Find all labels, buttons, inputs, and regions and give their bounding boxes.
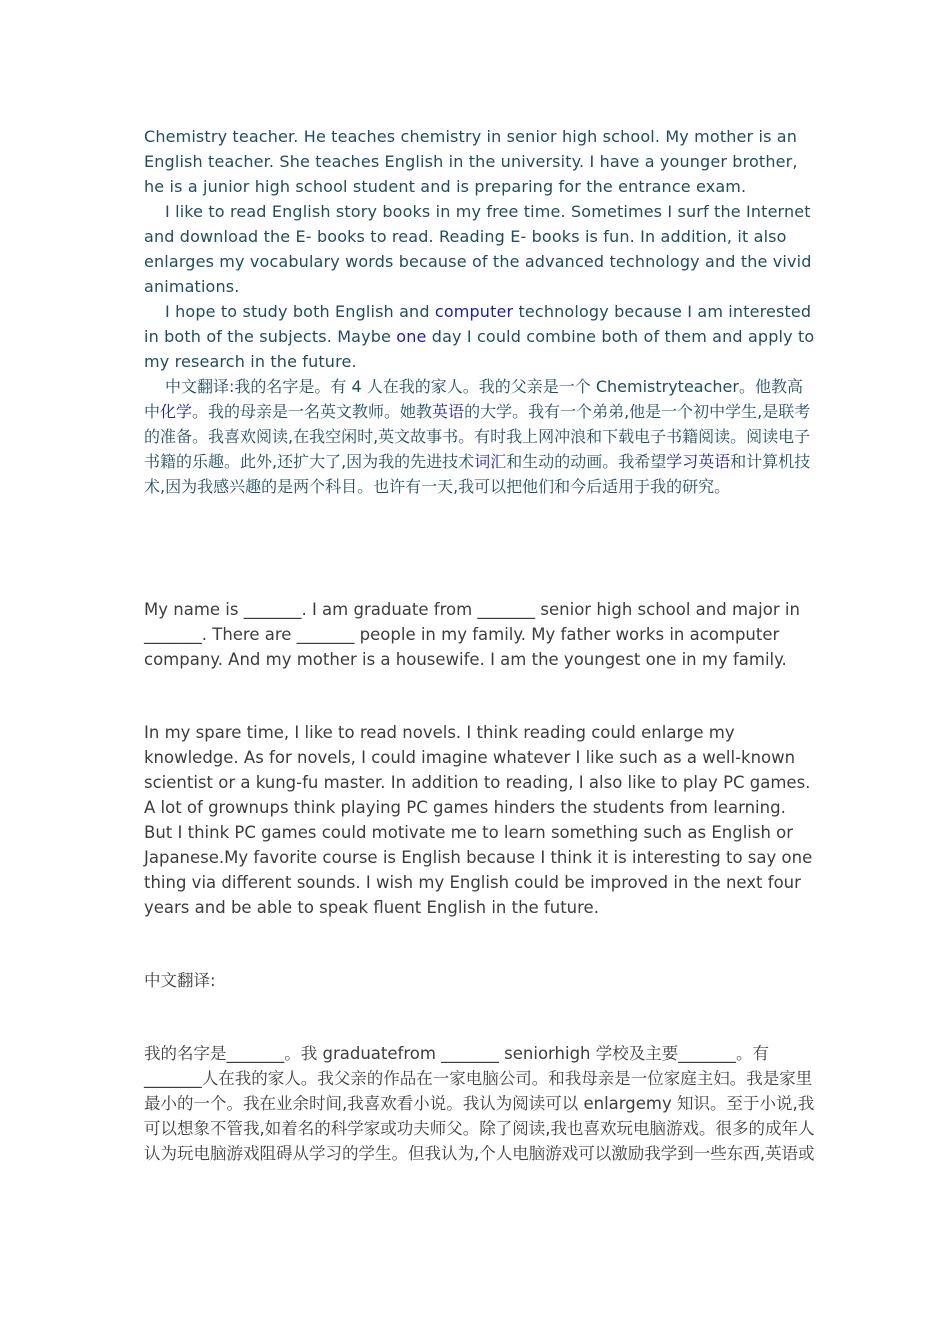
paragraph-chinese-translation-1 bbox=[144, 374, 816, 499]
link-english[interactable]: 英语 bbox=[432, 402, 465, 421]
text-run: 和生动的动画。我希望 bbox=[506, 452, 667, 471]
text-run: 。我的母亲是一名英文教师。她教 bbox=[192, 402, 433, 421]
paragraph-family-intro: Chemistry teacher. He teaches chemistry in senior high school. My mother is an English teacher. She teaches English in the university. I have a younger brother, he is a junior high school student and is preparing for the entrance exam. bbox=[144, 127, 798, 196]
paragraph-template-intro: My name is _______. I am graduate from _______ senior high school and major in _______. There are _______ people in my family. My father works in acomputer company. And my mother is a housewife. I am the youngest one in my family. bbox=[144, 600, 800, 669]
document-page bbox=[144, 124, 816, 1166]
text-run: 和计算机技术,因为我感兴趣的是两个科目。也许有一天,我可以把他们和今后适用于我的研究。 bbox=[144, 452, 811, 496]
text-run: 的大学。我有一个弟弟,他是一个初中学生,是联考的准备。我喜欢阅读,在我空闲时,英文故事书。有时我上网冲浪和下载电子书籍阅读。阅读电子书籍的乐趣。此外,还扩大了,因为我的先进技术 bbox=[144, 402, 811, 471]
text-run: 中文翻译:我的名字是。有 4 人在我的家人。我的父亲是一个 Chemistryteacher。他教高中 bbox=[144, 377, 803, 421]
text-run: I hope to study both English and bbox=[165, 302, 435, 321]
chinese-translation-heading: 中文翻译: bbox=[144, 971, 216, 990]
link-one[interactable]: one bbox=[396, 327, 427, 346]
paragraph-spare-time: In my spare time, I like to read novels. I think reading could enlarge my knowledge. As for novels, I could imagine whatever I like such as a well-known scientist or a kung-fu master. In addition to reading, I also like to play PC games. A lot of grownups think playing PC games hinders the students from learning. But I think PC games could motivate me to learn something such as English or Japanese.My favorite course is English because I think it is interesting to say one thing via different sounds. I wish my English could be improved in the next four years and be able to speak fluent English in the future. bbox=[144, 723, 813, 917]
paragraph-chinese-translation-2: 我的名字是_______。我 graduatefrom _______ seniorhigh 学校及主要_______。有_______人在我的家人。我父亲的作品在一家电脑公司。和我母亲是一位家庭主妇。我是家里最小的一个。我在业余时间,我喜欢看小说。我认为阅读可以 enlargemy 知识。至于小说,我可以想象不管我,如着名的科学家或功夫师父。除了阅读,我也喜欢玩电脑游戏。很多的成年人认为玩电脑游戏阻碍从学习的学生。但我认为,个人电脑游戏可以激励我学到一些东西,英语或 bbox=[144, 1044, 815, 1163]
spacer bbox=[144, 920, 816, 968]
link-vocabulary[interactable]: 词汇 bbox=[474, 452, 507, 471]
text-run: day I could combine both of them and apply to my research in the future. bbox=[144, 327, 815, 371]
link-computer[interactable]: computer bbox=[434, 302, 514, 321]
paragraph-reading-hobby: I like to read English story books in my free time. Sometimes I surf the Internet and download the E- books to read. Reading E- books is fun. In addition, it also enlarges my vocabulary words because of the advanced technology and the vivid animations. bbox=[144, 202, 812, 296]
text-run: technology because I am interested in both of the subjects. Maybe bbox=[144, 302, 812, 346]
spacer bbox=[144, 499, 816, 597]
link-chemistry[interactable]: 化学 bbox=[160, 402, 193, 421]
spacer bbox=[144, 993, 816, 1041]
spacer bbox=[144, 672, 816, 720]
paragraph-study-hope bbox=[144, 299, 816, 374]
link-learn-english[interactable]: 学习英语 bbox=[666, 452, 731, 471]
